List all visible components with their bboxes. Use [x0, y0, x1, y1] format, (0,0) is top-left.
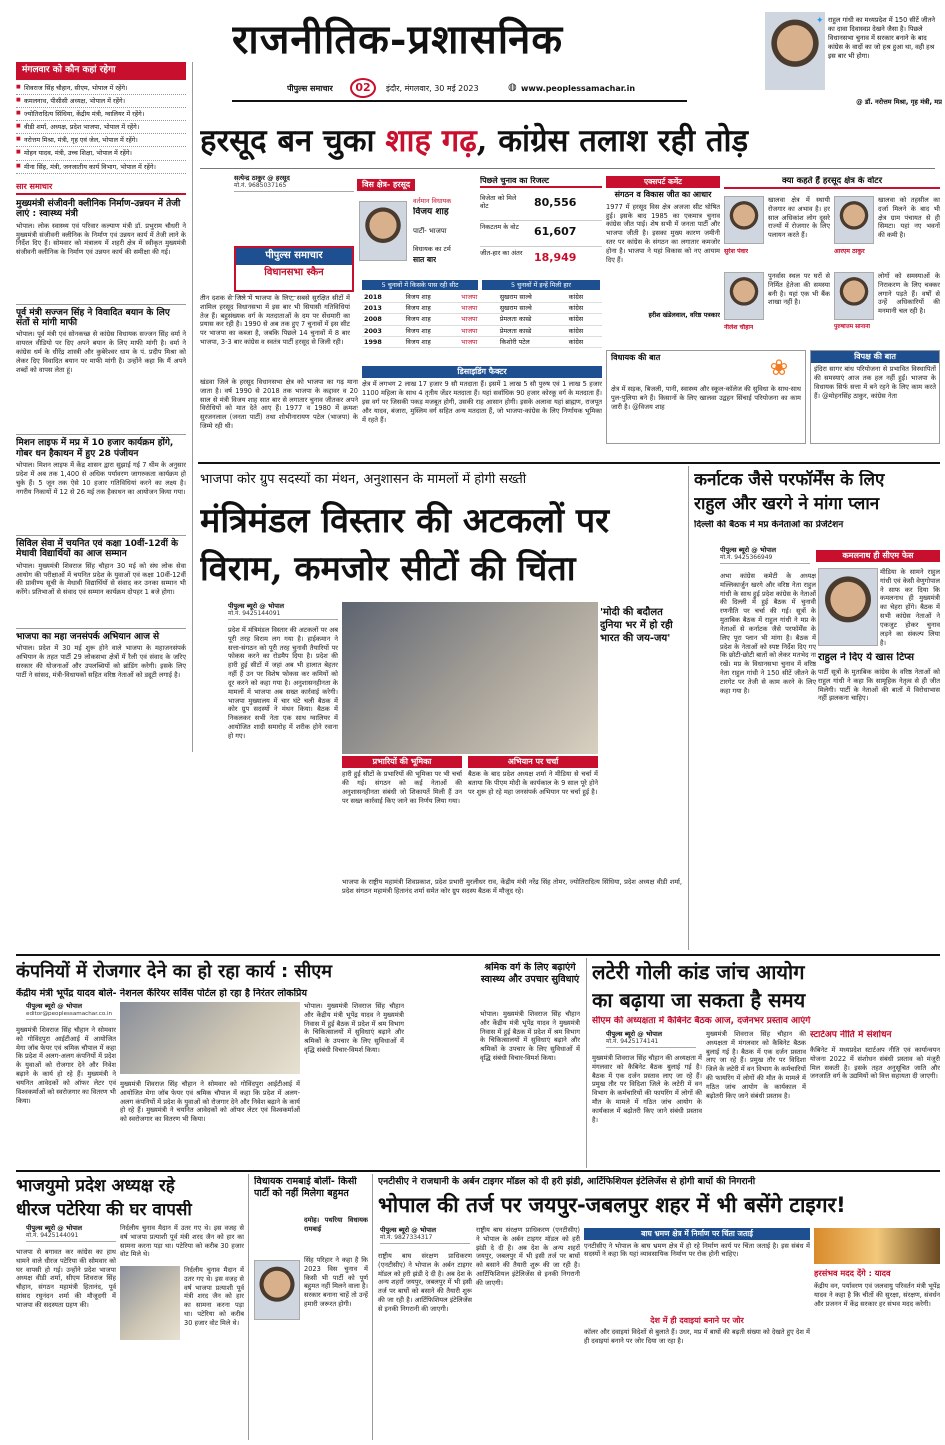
kamalnath-photo [818, 568, 878, 646]
result-title: पिछले चुनाव का रिजल्ट [480, 176, 602, 188]
ramabai-text: सिंह परिहार ने कहा है कि 2023 विस चुनाव में किसी भी पार्टी को पूर्ण बहुमत नहीं मिलने वाला है। सरकार बनाना चाहें तो उन्हें हमारी जरूरत होगी। [304, 1256, 368, 1309]
rule [200, 168, 935, 169]
karnataka-headline-2: राहुल और खरगे ने मांगा प्लान [694, 494, 880, 514]
list-item: ■ मोहन यादव, मंत्री, उच्च शिक्षा, भोपाल में रहेंगे। [16, 147, 186, 160]
scan-brand: पीपुल्स समाचार [236, 248, 352, 265]
brand-name: पीपुल्स समाचार [287, 84, 333, 93]
scan-sub: विधानसभा स्कैन [264, 266, 324, 278]
table-row: 1998 विजय शाह भाजपा किशोरी पटेल कांग्रेस [362, 336, 602, 347]
roles-text: हारी हुई सीटों के प्रभारियों की भूमिका पर भी चर्चा की गई। संगठन को कई नेताओं की अनुशासनहीनता संबंधी जो शिकायतें मिली हैं उन पर सख्त कार्रवाई किए जाने का निर्णय लिया गया। [342, 770, 462, 805]
schedule-list [16, 82, 186, 174]
tiger-byline [380, 1226, 470, 1246]
help-text: केंद्रीय वन, पर्यावरण एवं जलवायु परिवर्तन मंत्री भूपेंद्र यादव ने कहा है कि चीतों की सुरक्षा, संरक्षण, संवर्धन और प्रजनन में केंद्र सरकार हर संभव मदद करेगी। [814, 1282, 940, 1308]
factor-title: डिसाइडिंग फैक्टर [362, 366, 602, 378]
cm-face-text: मीडिया के सामने राहुल गांधी एवं केसी वेणुगोपाल ने साफ कर दिया कि कमलनाथ ही मुख्यमंत्री का चेहरा होंगे। बैठक में सभी कांग्रेस नेताओं ने एकजुट होकर चुनाव लड़ने का संकल्प लिया है। [880, 568, 940, 646]
cabinet-body: प्रदेश में मंत्रिमंडल विस्तार की अटकलों पर अब पूरी तरह विराम लग गया है। हाईकमान ने सत्ता-संगठन को पूरी तरह चुनावी तैयारियों पर फोकस करने का रोडमैप दिया है। प्रदेश की हारी हुई सीटों में जहां अब भी हालात बेहतर नहीं हैं उन पर विशेष फोकस कर कमियों को दूर करने को कहा गया है। अनुशासनहीनता के मामलों में भाजपा अब सख्त कार्रवाई करेगी। भाजपा मुख्यालय में चार घंटे चली बैठक में कोर ग्रुप सदस्यों ने मंथन किया। बैठक में निकलकर सभी नेता एक साथ ग्वालियर में आयोजित शादी समारोह में शरीक होने रवाना हो गए। [228, 626, 338, 740]
sidebar [16, 62, 186, 752]
list-item: ■ मीना सिंह, मंत्री, जनजातीय कार्य विभाग, भोपाल में रहेंगे। [16, 161, 186, 174]
expert-comment [606, 176, 720, 346]
summary-tag: सार समाचार [16, 182, 186, 195]
tiger-box-title: बाघ भ्रमण क्षेत्र में निर्माण पर चिंता जताई [584, 1228, 810, 1240]
tiger-photo [814, 1228, 940, 1264]
voter-say: लोगों को समस्याओं के निराकरण के लिए चक्कर लगाने पड़ते हैं। वर्षों से उन्हें अधिकारियों की मनमानी चल रही है। [878, 272, 940, 316]
cabinet-kicker: भाजपा कोर ग्रुप सदस्यों का मंथन, अनुशासन के मामलों में होगी सख्ती [200, 472, 527, 487]
mla-view-title: विधायक की बात [611, 353, 661, 362]
karnataka-byline [720, 546, 810, 566]
item-headline: सिविल सेवा में चयनित एवं कक्षा 10वीं-12वीं के मेधावी विद्यार्थियों का आज सम्मान [16, 539, 179, 560]
summary-item [16, 199, 186, 300]
help-headline: हरसंभव मदद देंगे : यादव [814, 1268, 891, 1278]
tiger-kicker: एनटीसीए ने राजधानी के अर्बन टाइगर मॉडल को दी हरी झंडी, आर्टिफिशियल इंटेलिजेंस से होगी बाघों की निगरानी [378, 1176, 756, 1187]
website[interactable]: www.peoplessamachar.in [521, 84, 636, 93]
mla-name: विजय शाह [413, 207, 449, 217]
reporter: पीपुल्स ब्यूरो @ भोपाल [228, 602, 285, 610]
winner-label: विजेता को मिले वोट [480, 194, 517, 211]
voters-title: क्या कहते हैं हरसूद क्षेत्र के वोटर [724, 176, 940, 189]
sidebar-divider [192, 62, 193, 752]
item-text: भोपाल। पूर्व मंत्री एवं सोनकच्छ से कांग्रेस विधायक सज्जन सिंह वर्मा ने वायरल वीडियो पर दिए अपने बयान के लिए माफी मांगी है। वर्मा ने कांग्रेस धर्म के धीरेंद्र शास्त्री और कुबेरेश्वर धाम के पं. प्रदीप मिश्रा को लेकर दिए विवादित बयान पर माफी मांगी है। उन्होंने कहा कि मैं अपने शब्दों को वापस लेता हूं। [16, 330, 186, 374]
column-divider [248, 1174, 249, 1440]
mla-photo [359, 201, 407, 261]
lead-body-2: खंडवा जिले के हरसूद विधानसभा क्षेत्र को भाजपा का गढ़ माना जाता है। वर्ष 1990 से 2018 तक भाजपा के कद्दावर व 20 साल से मंत्री विजय शाह सात बार से लगातार चुनाव जीतकर अपने विरोधियों को मात देते आए हैं। 1977 व 1980 में क्रमशः सुरजनलाल (जनता पार्टी) तथा शोभीनारायण पटेल (भाजपा) के जिम्मे रही थी। [200, 378, 358, 431]
lead-text-a: तीन दशक से जिले में भाजपा के लिए, सबसे सुरक्षित सीटों में शामिल हरसूद विधानसभा में इस बार भी सियासी गतिविधियां तेज हैं। बहुसंख्यक वर्ग के मतदाताओं के दम पर सेंधमारी का प्रयास कर रही है। 1990 से अब तक हुए 7 चुनावों में इस सीट पर भाजपा का कब्जा है, जबकि पिछले 14 चुनावों में 8 बार भाजपा, 3-3 बार कांग्रेस व स्वतंत्र पार्टी हरसूद से जिली रही। [200, 294, 350, 347]
reporter: पीपुल्स ब्यूरो @ भोपाल [26, 1002, 83, 1010]
jobs-sub: केंद्रीय मंत्री भूपेंद्र यादव बोले- नेशनल कॅरियर सर्विस पोर्टल हो रहा है निरंतर लोकप्रिय [16, 988, 307, 999]
quote-author: @ डॉ. नरोत्तम मिश्रा, गृह मंत्री, मप्र [856, 98, 942, 106]
column-divider [688, 466, 689, 950]
reporter-mobile: मो.नं. 9425174141 [606, 1038, 659, 1046]
expert-by: हरीश खंडेलवाल, वरिष्ठ पत्रकार [648, 310, 720, 319]
summary-item [16, 434, 186, 531]
lottery-sub: सीएम की अध्यक्षता में कैबिनेट बैठक आज, दर्जनभर प्रस्ताव आएंगे [592, 1016, 811, 1026]
tiger-headline: भोपाल की तर्ज पर जयपुर-जबलपुर शहर में भी बसेंगे टाइगर! [378, 1193, 846, 1217]
mla-view-box [606, 350, 806, 444]
campaign-title: अभियान पर चर्चा [468, 756, 598, 768]
bjym-byline [26, 1224, 116, 1244]
voter-card [724, 196, 830, 268]
mla-card [357, 195, 477, 275]
karnataka-headline-1: कर्नाटक जैसे परफॉर्मेंस के लिए [694, 470, 885, 490]
karnataka-sub: दिल्ली की बैठक में मप्र केनेताओं का प्रेजेंटेशन [694, 520, 844, 530]
voter-say: खालवा क्षेत्र में स्थायी रोजगार का अभाव है। हर साल अधिकांश लोग दूसरे राज्यों में रोजगार के लिए पलायन करते हैं। [768, 196, 830, 240]
election-rows [362, 292, 602, 348]
cm-face-tag: कमलनाथ ही सीएम फेस [816, 550, 940, 562]
term-label: विधायक का टर्म [413, 245, 451, 253]
masthead-rule [232, 100, 687, 102]
list-item: ■ नरोत्तम मिश्रा, मंत्री, गृह एवं जेल, भोपाल में रहेंगे। [16, 134, 186, 147]
elections-table [362, 280, 602, 364]
item-text: भोपाल। मुख्यमंत्री शिवराज सिंह चौहान 30 मई को संघ लोक सेवा आयोग की परीक्षाओं में चयनित प्रदेश के युवाओं एवं कक्षा 10वीं-12वीं की प्रावीण्य सूची के मेधावी विद्यार्थियों से संवाद कर उनका सम्मान भी करेंगे। प्रतिभाओं से संवाद एवं सम्मान कार्यक्रम दोपहर 1 बजे होगा। [16, 561, 186, 597]
runner-votes: 61,607 [534, 225, 577, 238]
tiger-box [584, 1228, 810, 1436]
jobs-photo [120, 1002, 300, 1074]
reporter-mobile: मो.नं. 9425366949 [720, 554, 773, 562]
margin-votes: 18,949 [534, 251, 577, 264]
lottery-headline-2: का बढ़ाया जा सकता है समय [592, 988, 806, 1012]
tiger-box2-text: कॉलर और दवाइयां विदेशों से बुलाते हैं। उधर, मप्र में बाघों की बढ़ती संख्या को देखते हुए देश में ही दवाइयां बनाने पर जोर दिया जा रहा है। [584, 1327, 810, 1345]
item-text: भोपाल। मिशन लाइफ में केंद्र शासन द्वारा सुझाई गई 7 थीम के अनुसार प्रदेश में अब तक 1,400 से अधिक पर्यावरण जागरुकता कार्यक्रम हो चुके हैं। 5 जून तक ऐसे 10 हजार गतिविधियां करने का लक्ष्य है। नगरीय निकायों में 12 से 26 मई तक हैकाथन का आयोजन किया गया। [16, 461, 186, 496]
list-item: ■ कमलनाथ, पीसीसी अध्यक्ष, भोपाल में रहेंगे। [16, 95, 186, 108]
today-schedule-header: मंगलवार को कौन कहां रहेगा [16, 62, 186, 80]
voters-section [724, 176, 940, 346]
tiger-box2-title: देश में ही दवाइयां बनाने पर जोर [650, 1315, 744, 1325]
lottery-byline [606, 1030, 696, 1050]
reporter: सत्येन्द्र ठाकुर @ हरसूद [234, 174, 290, 182]
bjym-col2: निर्दलीय चुनाव मैदान में उतर गए थे। इस वजह से वर्ष भाजपा प्रत्याशी पूर्व मंत्री शरद जैन को हार का सामना करना पड़ा था। पटेरिया को करीब 30 हजार वोट मिले थे। [120, 1224, 244, 1259]
startup-headline: स्टार्टअप नीति में संशोधन [810, 1030, 892, 1040]
section-title: राजनीतिक-प्रशासनिक [232, 16, 564, 63]
reporter: पीपुल्स ब्यूरो @ भोपाल [380, 1226, 437, 1234]
list-item: ■ शिवराज सिंह चौहान, सीएम, भोपाल में रहेंगे। [16, 82, 186, 95]
expert-tag: एक्सपर्ट कमेंट [606, 176, 720, 188]
last-result-box [480, 176, 602, 276]
cabinet-quote: 'मोदी की बदौलत दुनिया भर में हो रही भारत की जय-जय' [600, 607, 673, 644]
term-value: सात बार [413, 255, 437, 264]
headline-part: हरसूद बन चुका [200, 123, 386, 159]
voter-name: सुरेश पंवार [724, 248, 749, 255]
table-row: 2003 विजय शाह भाजपा प्रेमलता कास्डे कांग्रेस [362, 325, 602, 336]
cabinet-photo [342, 602, 598, 754]
runner-row [480, 220, 602, 242]
loss-title: 5 चुनावों में इन्हें मिली हार [482, 280, 600, 290]
voter-name: नीलेश चौहान [724, 324, 754, 331]
karnataka-body: अभा कांग्रेस कमेटी के अध्यक्ष मल्लिकार्जुन खरगे और वरिष्ठ नेता राहुल गांधी के साथ हुई प्रदेश कांग्रेस के नेताओं की दिल्ली में हुई बैठक में चुनावी रणनीति पर चर्चा की गई। सूत्रों के मुताबिक बैठक में राहुल गांधी ने मप्र के नेताओं से कर्नाटक जैसे परफॉर्मेंस के लिए पूरा प्लान भी मांगा है। बैठक में प्रदेश के नेताओं को स्पष्ट निर्देश दिए गए कि छोटी-छोटी बातों को लेकर मतभेद ना रखें। मप्र के विधानसभा चुनाव में वरिष्ठ नेता राहुल गांधी ने 150 सीटें जीतने के टारगेट पर तेजी से काम करने के लिए कहा गया है। [720, 572, 816, 695]
list-item: ■ ज्योतिरादित्य सिंधिया, केंद्रीय मंत्री, ग्वालियर में रहेंगे। [16, 108, 186, 121]
mla-view-text: क्षेत्र में सड़क, बिजली, पानी, स्वास्थ्य और स्कूल-कॉलेज की सुविधा के साथ-साथ पुल-पुलिया बने हैं। किसानों के लिए खालवा उद्वहन सिंचाई परियोजना का काम जारी है। @विजय शाह [611, 385, 801, 411]
item-text: भोपाल। लोक स्वास्थ्य एवं परिवार कल्याण मंत्री डॉ. प्रभुराम चौधरी ने मुख्यमंत्री संजीवनी क्लीनिक के निर्माण एवं उन्नयन कार्य में तेजी लाने के निर्देश दिए हैं। सोमवार को मंत्रालय में शहरी क्षेत्र में स्वीकृत मुख्यमंत्री संजीवनी क्लीनिक के निर्माण एवं उन्नयन कार्य की समीक्षा की गई। [16, 221, 186, 257]
list-item: ■ वीडी शर्मा, अध्यक्ष, प्रदेश भाजपा, भोपाल में रहेंगे। [16, 121, 186, 134]
voter-photo [724, 196, 764, 244]
cabinet-byline [228, 602, 338, 622]
voter-card [724, 272, 830, 344]
summary-item [16, 628, 186, 702]
jobs-body: मुख्यमंत्री शिवराज सिंह चौहान ने सोमवार को गोविंदपुरा आईटीआई में आयोजित मेगा जॉब फेयर एवं श्रमिक चौपाल में कहा कि प्रदेश में अलग-अलग कंपनियों में प्रदेश के युवाओं को रोजगार देने और निवेश बढ़ाने के कार्य हो रहे हैं। मुख्यमंत्री ने चयनित आवेदकों को ऑफर लेटर एवं विश्वकर्माओं को स्वरोजगार का वितरण भी किया। [16, 1026, 116, 1105]
lotus-icon: ❀ [769, 356, 789, 381]
lead-byline [234, 174, 354, 194]
bjym-col2b: निर्दलीय चुनाव मैदान में उतर गए थे। इस वजह से वर्ष भाजपा प्रत्याशी पूर्व मंत्री शरद जैन को हार का सामना करना पड़ा था। पटेरिया को करीब 30 हजार वोट मिले थे। [184, 1266, 244, 1327]
opposition-view-box [810, 350, 940, 444]
jobs-byline [26, 1002, 116, 1022]
headline-highlight: शाह गढ़ [385, 123, 477, 159]
cabinet-headline-1: मंत्रिमंडल विस्तार की अटकलों पर [200, 501, 610, 541]
workers-headline: श्रमिक वर्ग के लिए बढ़ाएंगे स्वास्थ्य और उपचार सुविधाएं [480, 962, 580, 986]
voter-say: खालवा को तहसील का दर्जा मिलने के बाद भी क्षेत्र ग्राम पंचायत से ही सिमटा। यहां नए भवनों की कमी है। [878, 196, 940, 240]
tips-text: पार्टी सूत्रों के मुताबिक कांग्रेस के वरिष्ठ नेताओं को राहुल गांधी ने कहा कि सामूहिक नेतृत्व से ही जीत मिलेगी। पार्टी के नेताओं की बातों में विरोधाभास नहीं झलकना चाहिए। [818, 668, 940, 703]
startup-text: कैबिनेट में मध्यप्रदेश स्टार्टअप नीति एवं कार्यान्वयन योजना 2022 में संशोधन संबंधी प्रस्ताव को मंजूरी मिल सकती है। इसके तहत अनुसूचित जाति और जनजाति वर्ग के उद्यमियों को वित्त सहायता दी जाएगी। [810, 1046, 940, 1081]
voter-photo [724, 272, 764, 320]
bjym-headline-1: भाजयुमो प्रदेश अध्यक्ष रहे [16, 1176, 175, 1196]
tiger-box-text: एनटीसीए ने भोपाल के बाघ भ्रमण क्षेत्र में हो रहे निर्माण कार्य पर चिंता जताई है। इस संबंध में सदस्यों ने कहा कि यहां व्यावसायिक निर्माण पर रोक होनी चाहिए। [584, 1241, 810, 1259]
editor-email[interactable]: editor@peoplessamachar.co.in [26, 1011, 113, 1018]
section-rule [16, 1170, 940, 1172]
ramabai-headline: विधायक रामबाई बोलीं- किसी पार्टी को नहीं मिलेगा बहुमत [254, 1176, 357, 1200]
voter-card [834, 272, 940, 344]
margin-label: जीत-हार का अंतर [480, 249, 523, 257]
section-rule [198, 462, 940, 464]
summary-item [16, 304, 186, 431]
voter-name: पुरुषोत्तम सोनानी [834, 324, 870, 330]
constituency-tag: विस क्षेत्र- हरसूद [357, 179, 415, 191]
reporter: पीपुल्स ब्यूरो @ भोपाल [606, 1030, 663, 1038]
table-row: 2008 विजय शाह भाजपा प्रेमलता कास्डे कांग्रेस [362, 314, 602, 325]
voter-name: आरएम ठाकुर [834, 248, 865, 255]
opp-view-text: इंदिरा सागर बांध परियोजना से प्रभावित विस्थापितों की समस्याएं आज तक हल नहीं हुईं। भाजपा के विधायक सिर्फ सत्ता में बने रहने के लिए काम करते हैं। @मोहनसिंह ठाकुर, कांग्रेस नेता [814, 365, 936, 400]
reporter-mobile: मो.नं. 9827334317 [380, 1234, 433, 1242]
item-headline: भाजपा का महा जनसंपर्क अभियान आज से [16, 631, 160, 642]
minister-quote: राहुल गांधी का मध्यप्रदेश में 150 सीटें जीतने का दावा दिवास्वप्न देखने जैसा है। पिछले विधानसभा चुनाव में सरकार बनाने के बाद कांग्रेस के वादों का जो हश्र हुआ था, वही हश्र इस बार भी होगा। [828, 16, 936, 60]
jobs-body-3: भोपाल। मुख्यमंत्री शिवराज सिंह चौहान और केंद्रीय मंत्री भूपेंद्र यादव ने मुख्यमंत्री निवास में हुई बैठक में प्रदेश में श्रम विभाग के चिकित्सालयों में सुविधाएं बढ़ाने और श्रमिकों के उपचार के लिए सुविधाओं में वृद्धि संबंधी विचार-विमर्श किया। [304, 1002, 404, 1055]
campaign-text: बैठक के बाद प्रदेश अध्यक्ष शर्मा ने मीडिया से चर्चा में बताया कि पीएम मोदी के कार्यकाल के 9 साल पूरे होने पर शुरू हो रहे महा जनसंपर्क अभियान पर चर्चा हुई है। [468, 770, 598, 796]
tiger-body: राष्ट्रीय बाघ संरक्षण प्राधिकरण (एनटीसीए) ने भोपाल के अर्बन टाइगर मॉडल को हरी झंडी दे दी है। अब देश के अन्य शहरों जयपुर, जबलपुर में भी इसी तर्ज पर बाघों को बसाने की तैयारी शुरू की जा रही है। आर्टिफिशियल इंटेलिजेंस से इनकी निगरानी की जाएगी। [378, 1252, 472, 1313]
summary-item [16, 535, 186, 624]
item-text: भोपाल। प्रदेश में 30 मई शुरू होने वाले भाजपा के महाजनसंपर्क अभियान के तहत पार्टी 29 लोकसभा क्षेत्रों में रैली एवं संवाद के जरिए सरकार की योजनाओं और उपलब्धियों को ब्रांडिंग करेगी। इसके लिए पार्टी ने सांसद, मंत्री-विधायकों सहित वरिष्ठ नेताओं को ड्यूटी लगाई है। [16, 644, 186, 679]
expert-head: संगठन व विकास जीत का आधार [614, 189, 712, 199]
factor-text: क्षेत्र में लगभग 2 लाख 17 हजार 9 सौ मतदाता हैं। इसमें 1 लाख 5 सौ पुरुष एवं 1 लाख 5 हजार 1100 महिला के साथ 4 तृतीय जेंडर मतदाता हैं। यहां सर्वाधिक 90 हजार कोरकू वर्ग के मतदाता हैं। इस वर्ग पर जिसकी पकड़ मजबूत होगी, उसकी राह आसान होगी। इसके अलावा यहां ब्राह्मण, राजपूत और यादव, बंजारा, मुस्लिम वर्ग सहित अन्य मतदाता हैं, जो भाजपा-कांग्रेस के लिए निर्णायक भूमिका में रहते हैं। [362, 380, 602, 424]
tiger-body-2: राष्ट्रीय बाघ संरक्षण प्राधिकरण (एनटीसीए) ने भोपाल के अर्बन टाइगर मॉडल को हरी झंडी दे दी है। अब देश के अन्य शहरों जयपुर, जबलपुर में भी इसी तर्ज पर बाघों को बसाने की तैयारी शुरू की जा रही है। आर्टिफिशियल इंटेलिजेंस से इनकी निगरानी की जाएगी। [476, 1226, 580, 1287]
lead-headline [200, 122, 935, 164]
table-row: 2018 विजय शाह भाजपा सुखराम साल्वे कांग्रेस [362, 292, 602, 303]
lottery-headline-1: लटेरी गोली कांड जांच आयोग [592, 960, 805, 984]
globe-icon: ◍ [508, 82, 517, 93]
runner-label: निकटतम के वोट [480, 223, 519, 231]
reporter-mobile: मो.नं. 9685037165 [234, 182, 287, 190]
seat-title: 5 चुनावों में किसके पास रही सीट [362, 280, 478, 290]
tips-headline: राहुल ने दिए ये खास टिप्स [818, 652, 915, 663]
roles-title: प्रभारियों की भूमिका [342, 756, 462, 768]
reporter-mobile: मो.नं. 9425144091 [228, 610, 281, 618]
cabinet-headline-2: विराम, कमजोर सीटों की चिंता [200, 549, 576, 589]
margin-row [480, 246, 602, 270]
voter-photo [834, 196, 874, 244]
lottery-body: मुख्यमंत्री शिवराज सिंह चौहान की अध्यक्षता में मंगलवार को कैबिनेट बैठक बुलाई गई है। बैठक में एक दर्जन प्रस्ताव लाए जा रहे हैं। प्रमुख तौर पर विदिशा जिले के लटेरी में वन विभाग के कर्मचारियों की फायरिंग में लोगों की मौत के मामले में गठित जांच आयोग के कार्यकाल में बढ़ोतरी किए जाने संबंधी प्रस्ताव है। [592, 1054, 702, 1124]
mla-party: पार्टी- भाजपा [413, 227, 447, 235]
section-rule [16, 954, 940, 956]
headline-part: , कांग्रेस तलाश रही तोड़ [476, 123, 749, 159]
bjym-body: भाजपा से बगावत कर कांग्रेस का हाथ थामने वाले धीरज पटेरिया की सोमवार को घर वापसी हो गई। उन्होंने प्रदेश भाजपा अध्यक्ष वीडी शर्मा, सीएम शिवराज सिंह चौहान, संगठन महामंत्री हितानंद, पूर्व सांसद रघुनंदन शर्मा की मौजूदगी में भाजपा की सदस्यता ग्रहण की। [16, 1248, 116, 1309]
column-divider [372, 1174, 373, 1440]
item-headline: पूर्व मंत्री सज्जन सिंह ने विवादित बयान के लिए संतों से मांगी माफी [16, 307, 170, 329]
reporter: पीपुल्स ब्यूरो @ भोपाल [26, 1224, 83, 1232]
winner-row [480, 194, 602, 216]
voter-card [834, 196, 940, 268]
mla-label: वर्तमान विधायक [413, 197, 452, 205]
cabinet-col3: भाजपा के राष्ट्रीय महामंत्री शिवप्रकाश, प्रदेश प्रभारी मुरलीधर राव, केंद्रीय मंत्री नरेंद्र सिंह तोमर, ज्योतिरादित्य सिंधिया, प्रदेश अध्यक्ष वीडी शर्मा, प्रदेश संगठन महामंत्री हितानंद शर्मा समेत कोर ग्रुप सदस्य बैठक में मौजूद रहे। [342, 878, 682, 895]
expert-text: 1977 में हरसूद विस क्षेत्र अजजा सीट घोषित हुई। इसके बाद 1985 का एकमात्र चुनाव कांग्रेस जीत पाई। शेष सभी में जनता पार्टी और भाजपा जीती है। इसका मुख्य कारण जमीनी स्तर पर कांग्रेस के संगठन का लगातार कमजोर होना है। भाजपा ने यहां विकास को नए आयाम दिए हैं। [606, 202, 720, 264]
item-headline: मिशन लाइफ में मप्र में 10 हजार कार्यक्रम होंगे, गोबर धन हैकाथन में हुए 28 पंजीयन [16, 438, 174, 459]
table-row: 2013 विजय शाह भाजपा सुखराम साल्वे कांग्रेस [362, 303, 602, 314]
bjym-photo [120, 1266, 180, 1340]
deciding-factor [362, 366, 602, 444]
twitter-icon: ✦ [816, 16, 824, 26]
workers-text: भोपाल। मुख्यमंत्री शिवराज सिंह चौहान और केंद्रीय मंत्री भूपेंद्र यादव ने मुख्यमंत्री निवास में हुई बैठक में प्रदेश में श्रम विभाग के चिकित्सालयों में सुविधाएं बढ़ाने और श्रमिकों के उपचार के लिए सुविधाओं में वृद्धि संबंधी विचार-विमर्श किया। [480, 1010, 580, 1063]
page-number: 02 [350, 78, 376, 98]
lottery-body-2: मुख्यमंत्री शिवराज सिंह चौहान की अध्यक्षता में मंगलवार को कैबिनेट बैठक बुलाई गई है। बैठक में एक दर्जन प्रस्ताव लाए जा रहे हैं। प्रमुख तौर पर विदिशा जिले के लटेरी में वन विभाग के कर्मचारियों की फायरिंग में लोगों की मौत के मामले में गठित जांच आयोग के कार्यकाल में बढ़ोतरी किए जाने संबंधी प्रस्ताव है। [706, 1030, 806, 1100]
winner-votes: 80,556 [534, 196, 577, 209]
opp-view-title: विपक्ष की बात [811, 351, 939, 363]
item-headline: मुख्यमंत्री संजीवनी क्लीनिक निर्माण-उन्नयन में तेजी लाएं : स्वास्थ्य मंत्री [16, 199, 181, 220]
ramabai-photo [254, 1260, 300, 1320]
voter-say: पुनर्वास स्थल पर घरों से निर्मित हेतेजा की समस्या बनी है। यहां एक भी बैंक शाखा नहीं है। [768, 272, 830, 307]
column-divider [586, 958, 587, 1168]
reporter: पीपुल्स ब्यूरो @ भोपाल [720, 546, 777, 554]
jobs-body-2: मुख्यमंत्री शिवराज सिंह चौहान ने सोमवार को गोविंदपुरा आईटीआई में आयोजित मेगा जॉब फेयर एवं श्रमिक चौपाल में कहा कि प्रदेश में अलग-अलग कंपनियों में प्रदेश के युवाओं को रोजगार देने और निवेश बढ़ाने के कार्य हो रहे हैं। मुख्यमंत्री ने चयनित आवेदकों को ऑफर लेटर एवं विश्वकर्माओं को स्वरोजगार का वितरण भी किया। [120, 1080, 300, 1124]
date-line: इंदौर, मंगलवार, 30 मई 2023 [386, 84, 479, 93]
ramabai-byline: दमोह। पथरिया विधायक रामबाई [304, 1216, 368, 1233]
bjym-headline-2: धीरज पटेरिया की घर वापसी [16, 1200, 192, 1220]
reporter-mobile: मो.नं. 9425144091 [26, 1232, 79, 1240]
jobs-headline: कंपनियों में रोजगार देने का हो रहा कार्य : सीएम [16, 961, 333, 982]
voter-photo [834, 272, 874, 320]
